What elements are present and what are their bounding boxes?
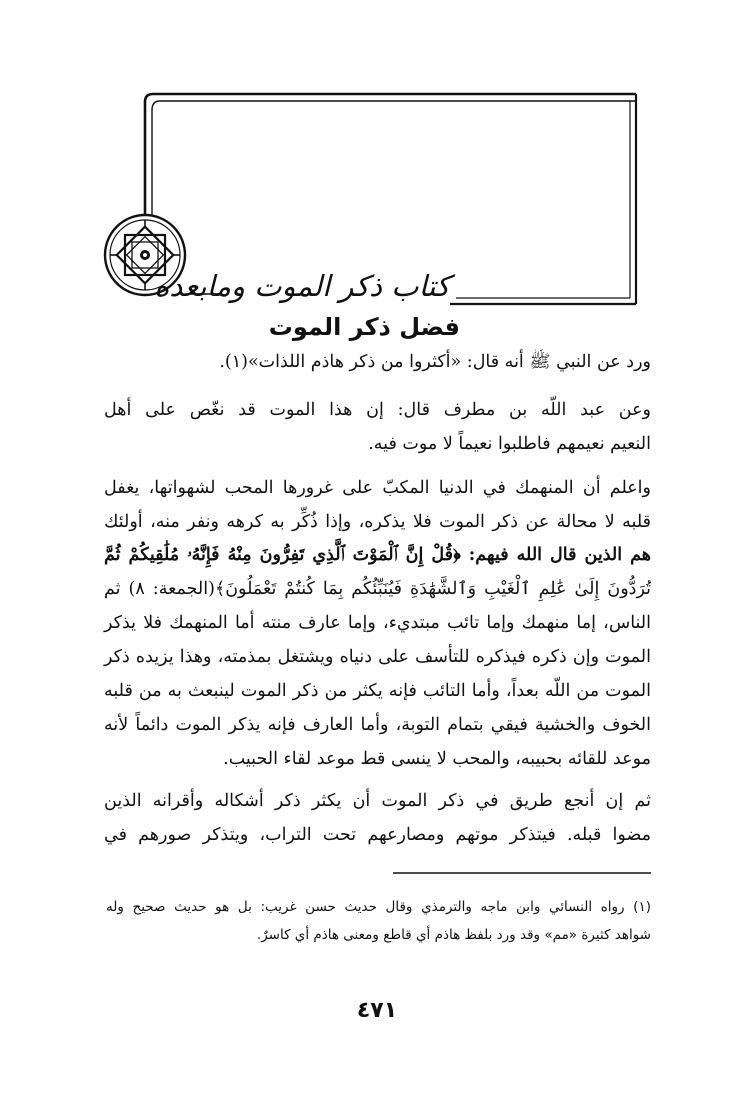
footnote-line: (١) رواه النسائي وابن ماجه والترمذي وقال حديث حسن غريب: بل هو حديث صحيح وله — [106, 899, 651, 915]
text-line: مضوا قبله. فيتذكر موتهم ومصارعهم تحت التراب، ويتذكر صورهم في — [104, 825, 651, 845]
section-title: فضل ذكر الموت — [268, 313, 460, 341]
text-line: ورد عن النبي ﷺ أنه قال: «أكثروا من ذكر هاذم اللذات»(١). — [219, 352, 651, 372]
text-line: قلبه لا محالة عن ذكر الموت فلا يذكره، وإذا ذُكِّر به كرهه ونفر منه، أولئك — [104, 512, 651, 532]
text-line: واعلم أن المنهمك في الدنيا المكبّ على غرورها المحب لشهواتها، يغفل — [104, 478, 651, 498]
chapter-title: كتاب ذكر الموت ومابعده — [154, 269, 450, 303]
page-number: ٤٧١ — [356, 998, 398, 1023]
text-line: الموت وإن ذكره فيذكره للتأسف على دنياه ويشتغل بمذمته، وهذا يزيده ذكر — [104, 647, 651, 667]
text-line: الموت من اللّه بعداً، وأما التائب فإنه يكثر من ذكر الموت لينبعث به من قلبه — [104, 681, 651, 701]
text-line: وعن عبد اللّه بن مطرف قال: إن هذا الموت قد نغّص على أهل — [104, 400, 651, 420]
footnote-line: شواهد كثيرة «مم» وقد ورد بلفظ هاذم أي قاطع ومعنى هاذم أي كاسرٌ. — [256, 927, 651, 943]
text-line: الخوف والخشية فيقي بتمام التوبة، وأما العارف فإنه يذكر الموت دائماً لأنه — [104, 715, 651, 735]
text-line: تُرَدُّونَ إِلَىٰ عَٰلِمِ ٱلْغَيْبِ وَٱلشَّهَٰدَةِ فَيُنَبِّئُكُم بِمَا كُنتُمْ تَعْمَلُونَ﴾(الجمعة: ٨) ثم — [104, 579, 651, 599]
text-line: ثم إن أنجع طريق في ذكر الموت أن يكثر ذكر أشكاله وأقرانه الذين — [104, 791, 651, 811]
text-line: موعد للقائه بحبيبه، والمحب لا ينسى قط موعد لقاء الحبيب. — [223, 749, 651, 769]
text-line: هم الذين قال الله فيهم: ﴿قُلْ إِنَّ ٱلْمَوْتَ ٱلَّذِي تَفِرُّونَ مِنْهُ فَإِنَّهُۥ مُلَٰقِيكُمْ ثُمَّ — [104, 545, 651, 565]
text-line: الناس، إما منهمك وإما تائب مبتديء، وإما عارف منته أما المنهمك فلا يذكر — [104, 613, 651, 633]
text-line: النعيم نعيمهم فاطلبوا نعيماً لا موت فيه. — [368, 434, 651, 454]
